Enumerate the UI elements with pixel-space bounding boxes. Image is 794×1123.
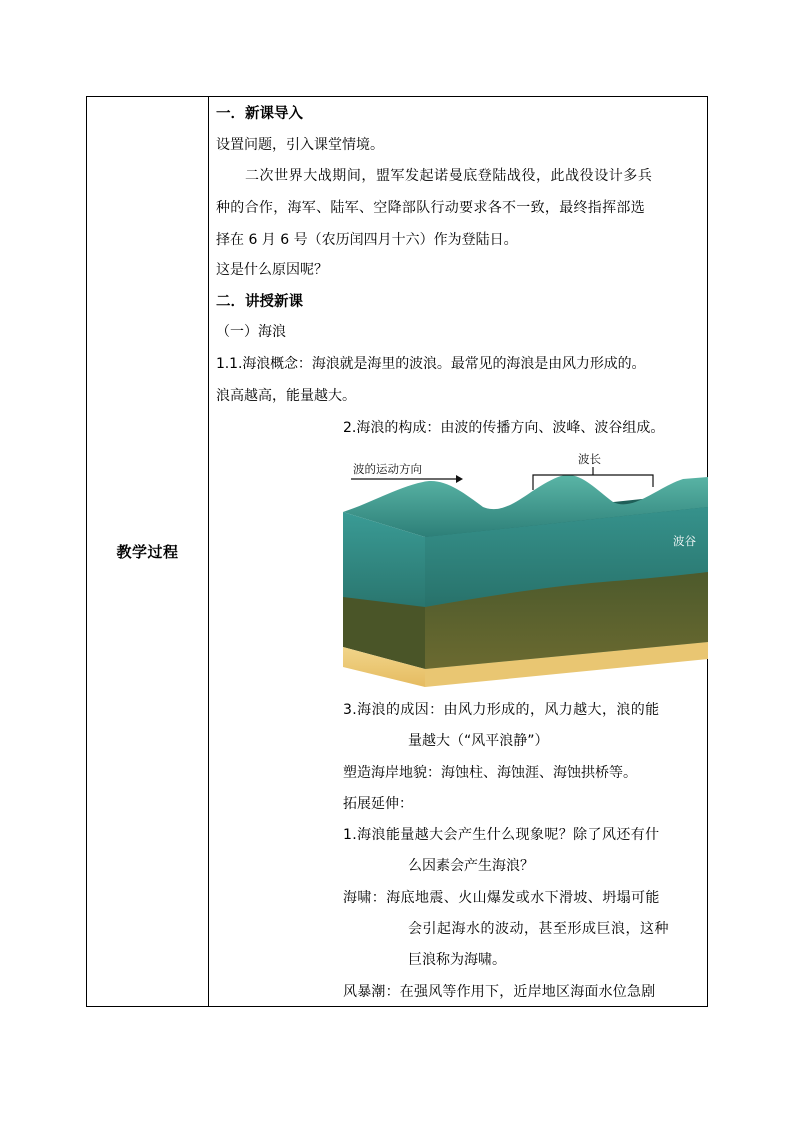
- tsunami-line-2: 会引起海水的波动，甚至形成巨浪，这种: [408, 921, 669, 937]
- direction-arrowhead: [456, 475, 463, 483]
- extension-heading: 拓展延伸：: [343, 796, 413, 812]
- cause-line-2: 量越大（“风平浪静”）: [408, 733, 549, 749]
- structure-line: 2.海浪的构成：由波的传播方向、波峰、波谷组成。: [343, 420, 665, 436]
- direction-label: 波的运动方向: [353, 462, 422, 476]
- column-divider: [208, 97, 209, 1006]
- cause-line-1: 3.海浪的成因：由风力形成的，风力越大，浪的能: [343, 702, 660, 718]
- concept-line-1: 1.1.海浪概念：海浪就是海里的波浪。最常见的海浪是由风力形成的。: [216, 356, 646, 372]
- concept-line-2: 浪高越高，能量越大。: [216, 388, 356, 404]
- intro-lead: 设置问题，引入课堂情境。: [216, 137, 384, 153]
- story-line-1: 二次世界大战期间，盟军发起诺曼底登陆战役，此战役设计多兵: [245, 168, 653, 184]
- story-line-2: 种的合作，海军、陆军、空降部队行动要求各不一致，最终指挥部选: [216, 200, 645, 216]
- row-label: 教学过程: [116, 543, 179, 561]
- storm-surge-line-1: 风暴潮：在强风等作用下，近岸地区海面水位急剧: [343, 984, 656, 1000]
- intro-heading: 一．新课导入: [216, 106, 303, 122]
- tsunami-line-1: 海啸：海底地震、火山爆发或水下滑坡、坍塌可能: [343, 890, 660, 906]
- story-question: 这是什么原因呢？: [216, 262, 328, 278]
- question-line-2: 么因素会产生海浪？: [408, 858, 534, 874]
- sub-heading-waves: （一）海浪: [216, 324, 286, 340]
- new-lesson-heading: 二．讲授新课: [216, 294, 303, 310]
- tsunami-line-3: 巨浪称为海啸。: [408, 952, 506, 968]
- landform-line: 塑造海岸地貌：海蚀柱、海蚀涯、海蚀拱桥等。: [343, 765, 637, 781]
- trough-label: 波谷: [673, 534, 696, 548]
- wave-diagram: [343, 447, 708, 687]
- question-line-1: 1.海浪能量越大会产生什么现象呢？除了风还有什: [343, 827, 660, 843]
- wavelength-label: 波长: [578, 452, 601, 466]
- story-line-3: 择在 6 月 6 号（农历闰四月十六）作为登陆日。: [216, 232, 518, 248]
